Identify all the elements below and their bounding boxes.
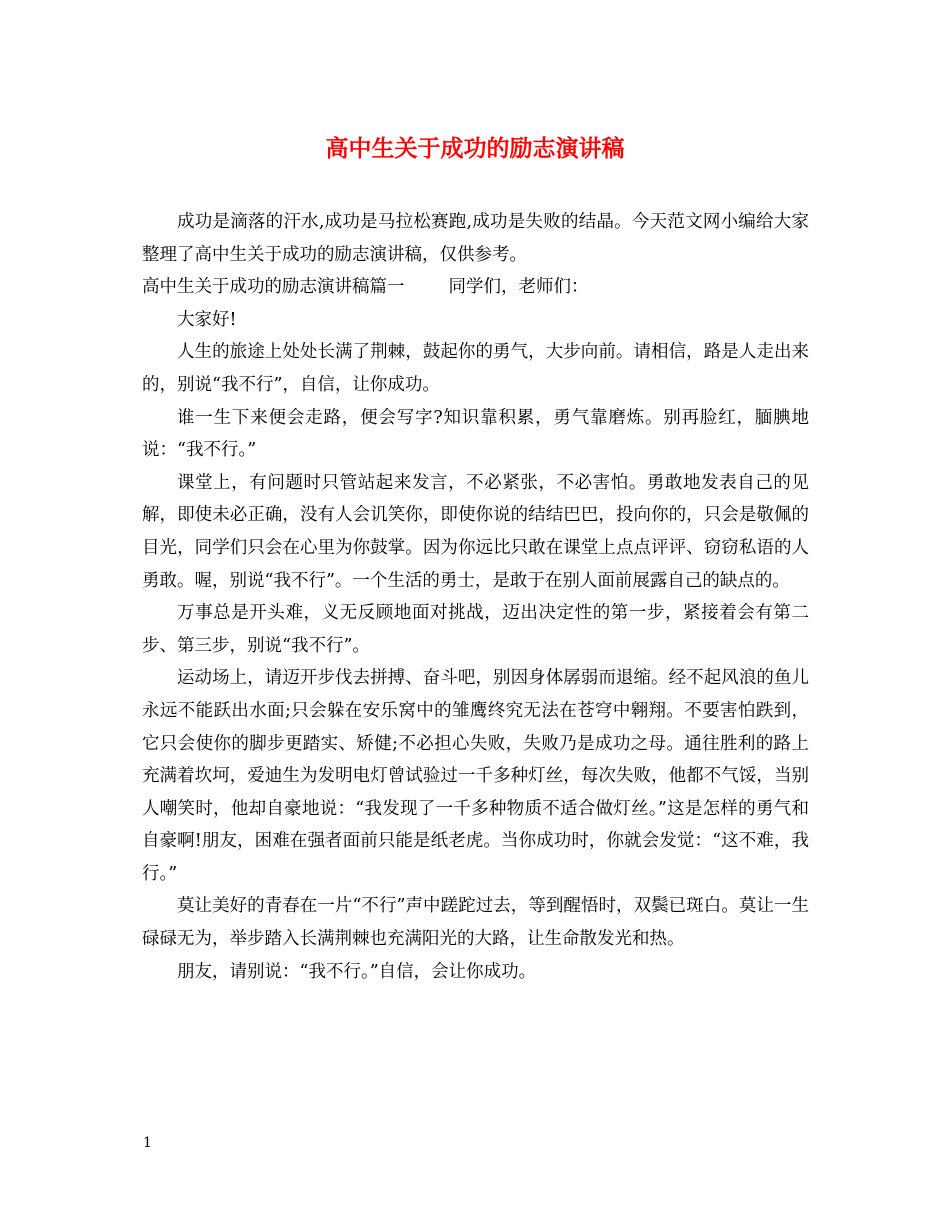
paragraph: 课堂上，有问题时只管站起来发言，不必紧张，不必害怕。勇敢地发表自己的见解，即使未必正确，没有人会讥笑你，即使你说的结结巴巴，投向你的，只会是敬佩的目光，同学们只会在心里为你鼓掌。因为你远比只敢在课堂上点点评评、窃窃私语的人勇敢。喔，别说“我不行”。一个生活的勇士，是敢于在别人面前展露自己的缺点的。 [142,472,809,591]
paragraph: 人生的旅途上处处长满了荆棘，鼓起你的勇气，大步向前。请相信，路是人走出来的，别说“我不行”，自信，让你成功。 [142,342,809,395]
page-number: 1 [143,1135,152,1151]
document-title: 高中生关于成功的励志演讲稿 [325,135,625,162]
intro-paragraph: 成功是滴落的汗水,成功是马拉松赛跑,成功是失败的结晶。今天范文网小编给大家整理了高中生关于成功的励志演讲稿，仅供参考。 [142,212,809,265]
section-heading-line [142,271,809,304]
section-title: 高中生关于成功的励志演讲稿篇一 [142,277,405,298]
paragraph: 莫让美好的青春在一片“不行”声中蹉跎过去，等到醒悟时，双鬓已斑白。莫让一生碌碌无为，举步踏入长满荆棘也充满阳光的大路，让生命散发光和热。 [142,896,809,950]
paragraph: 万事总是开头难，义无反顾地面对挑战，迈出决定性的第一步，紧接着会有第二步、第三步，别说“我不行”。 [142,603,809,656]
document-body [142,206,809,988]
salutation: 同学们，老师们： [448,277,589,298]
paragraph: 谁一生下来便会走路，便会写字?知识靠积累，勇气靠磨炼。别再脸红，腼腆地说：“我不行。” [142,407,809,461]
paragraph: 朋友，请别说：“我不行。”自信，会让你成功。 [177,961,537,982]
paragraph: 运动场上，请迈开步伐去拼搏、奋斗吧，别因身体孱弱而退缩。经不起风浪的鱼儿永远不能跃出水面;只会躲在安乐窝中的雏鹰终究无法在苍穹中翱翔。不要害怕跌到，它只会使你的脚步更踏实、矫健;不必担心失败，失败乃是成功之母。通往胜利的路上充满着坎坷，爱迪生为发明电灯曾试验过一千多种灯丝，每次失败，他都不气馁，当别人嘲笑时，他却自豪地说：“我发现了一千多种物质不适合做灯丝。”这是怎样的勇气和自豪啊!朋友，困难在强者面前只能是纸老虎。当你成功时，你就会发觉：“这不难，我行。” [142,668,809,884]
paragraph: 大家好! [177,309,237,330]
